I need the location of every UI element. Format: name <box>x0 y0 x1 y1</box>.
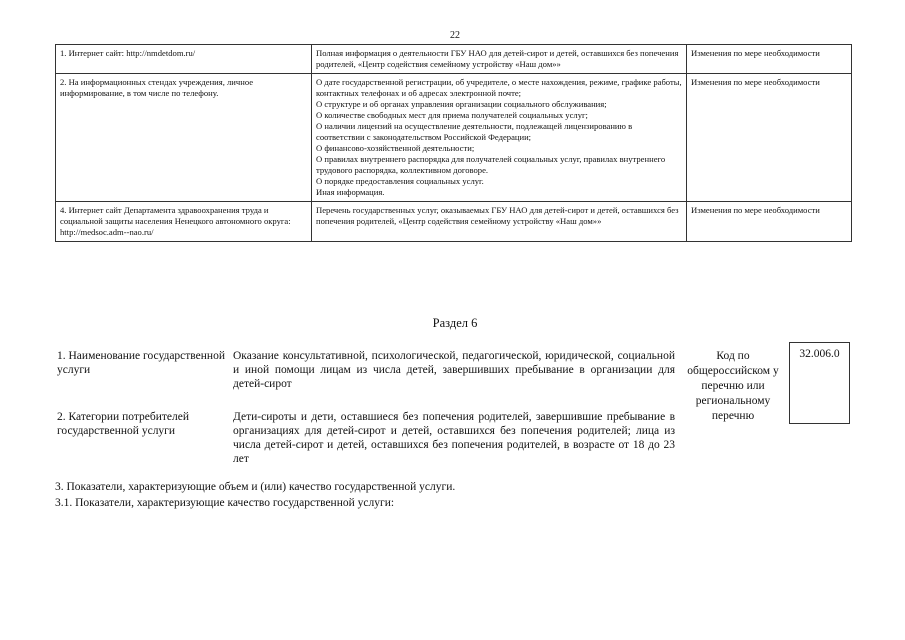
content-line: О финансово-хозяйственной деятельности; <box>316 143 475 153</box>
content-line: О дате государственной регистрации, об учредителе, о месте нахождения, режиме, графике работы, контактных телефонах и об адресах электронной почте; <box>316 77 682 98</box>
information-table <box>55 44 852 242</box>
content-line: О количестве свободных мест для приема получателей социальных услуг; <box>316 110 588 120</box>
code-box <box>789 342 850 424</box>
content-line: О наличии лицензий на осуществление деятельности, подлежащей лицензированию в соответствии с законодательством Российской Федерации; <box>316 121 633 142</box>
content-line: Иная информация. <box>316 187 385 197</box>
service-name-value: Оказание консультативной, психологической, педагогической, юридической, социальной и иной помощи лицам из числа детей, завершивших пребывание в организации для детей-сирот <box>233 350 675 390</box>
content-line: О структуре и об органах управления организации социального обслуживания; <box>316 99 607 109</box>
quality-heading: 3.1. Показатели, характеризующие качество государственной услуги: <box>55 497 395 509</box>
info-method-cell: 1. Интернет сайт: http://nmdetdom.ru/ <box>56 45 312 74</box>
info-frequency-cell: Изменения по мере необходимости <box>687 202 852 242</box>
content-line: О правилах внутреннего распорядка для получателей социальных услуг, правилах внутреннего трудового распорядка, коллективном договоре. <box>316 154 666 175</box>
info-content-cell: Перечень государственных услуг, оказываемых ГБУ НАО для детей-сирот и детей, оставшихся без попечения родителей, «Центр содействия семейному устройству «Наш дом»» <box>312 202 687 242</box>
info-content-cell: Полная информация о деятельности ГБУ НАО для детей-сирот и детей, оставшихся без попечения родителей, «Центр содействия семейному устройству «Наш дом»» <box>312 45 687 74</box>
info-content-cell <box>312 74 687 202</box>
service-name-label: 1. Наименование государственной услуги <box>57 350 225 376</box>
page-number: 22 <box>450 30 460 41</box>
table-row <box>56 202 852 242</box>
consumers-value: Дети-сироты и дети, оставшиеся без попечения родителей, завершившие пребывание в организациях для детей-сирот и детей, оставшихся без попечения родителей; лица из числа детей-сирот и детей, оставшихся без попечения родителей, в возрасте от 18 до 23 лет <box>233 411 675 465</box>
indicators-heading: 3. Показатели, характеризующие объем и (или) качество государственной услуги. <box>55 481 456 493</box>
table-row <box>56 74 852 202</box>
info-frequency-cell: Изменения по мере необходимости <box>687 74 852 202</box>
content-line: О порядке предоставления социальных услуг. <box>316 176 484 186</box>
info-frequency-cell: Изменения по мере необходимости <box>687 45 852 74</box>
consumers-label: 2. Категории потребителей государственной услуги <box>57 411 189 437</box>
code-label: Код по общероссийском у перечню или региональному перечню <box>687 350 779 422</box>
code-value: 32.006.0 <box>799 348 840 360</box>
table-row <box>56 45 852 74</box>
info-method-cell: 4. Интернет сайт Департамента здравоохранения труда и социальной защиты населения Ненецкого автономного округа: http://medsoc.adm--nao.ru/ <box>56 202 312 242</box>
info-method-cell: 2. На информационных стендах учреждения, личное информирование, в том числе по телефону. <box>56 74 312 202</box>
section-title: Раздел 6 <box>432 316 478 330</box>
